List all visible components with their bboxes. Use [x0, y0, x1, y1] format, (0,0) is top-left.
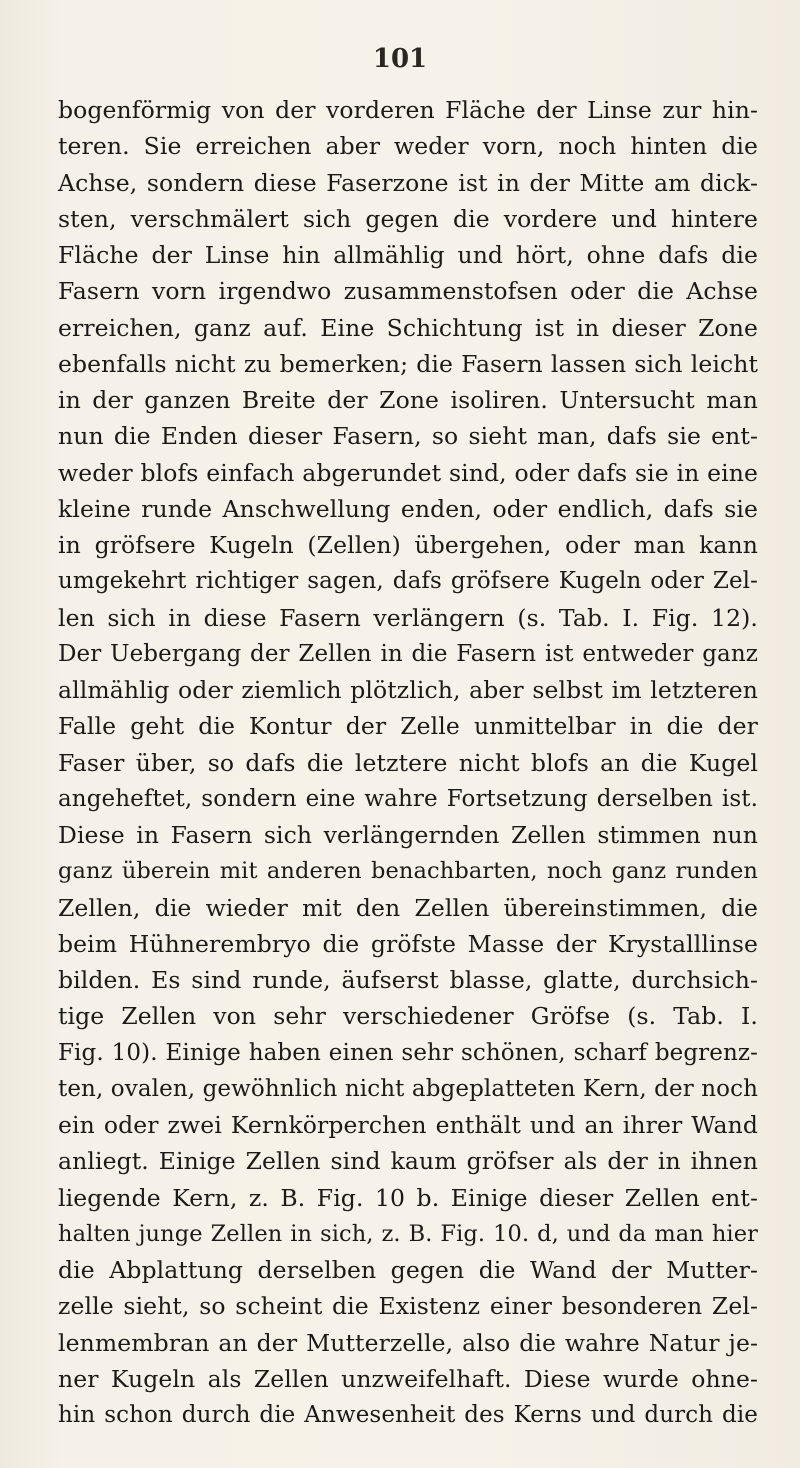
text-line: teren. Sie erreichen aber weder vorn, noch hinten die [58, 132, 758, 161]
text-line: allmählig oder ziemlich plötzlich, aber selbst im letzteren [58, 676, 758, 704]
text-line: lenmembran an der Mutterzelle, also die wahre Natur je- [58, 1328, 758, 1357]
text-line: zelle sieht, so scheint die Existenz einer besonderen Zel- [58, 1292, 758, 1321]
text-line: Fläche der Linse hin allmählig und hört, ohne dafs die [58, 241, 758, 269]
text-line: erreichen, ganz auf. Eine Schichtung ist in dieser Zone [58, 313, 758, 342]
text-line: bogenförmig von der vorderen Fläche der Linse zur hin- [58, 96, 758, 124]
text-line: angeheftet, sondern eine wahre Fortsetzung derselben ist. [58, 785, 758, 812]
text-line: anliegt. Einige Zellen sind kaum gröfser als der in ihnen [58, 1147, 758, 1176]
text-line: tige Zellen von sehr verschiedener Gröfse (s. Tab. I. [58, 1002, 758, 1031]
body-text [58, 92, 758, 1433]
text-line: bilden. Es sind runde, äufserst blasse, glatte, durchsich- [58, 966, 758, 994]
text-line: kleine runde Anschwellung enden, oder endlich, dafs sie [58, 494, 758, 523]
text-line: hin schon durch die Anwesenheit des Kerns und durch die [58, 1402, 758, 1428]
text-line: beim Hühnerembryo die gröfste Masse der Krystalllinse [58, 929, 758, 958]
text-line: weder blofs einfach abgerundet sind, oder dafs sie in eine [58, 458, 758, 487]
text-line: Zellen, die wieder mit den Zellen übereinstimmen, die [58, 893, 758, 922]
page-number: 101 [372, 44, 428, 74]
text-line: ten, ovalen, gewöhnlich nicht abgeplatteten Kern, der noch [58, 1075, 758, 1102]
text-line: nun die Enden dieser Fasern, so sieht man, dafs sie ent- [58, 422, 758, 451]
text-line: ganz überein mit anderen benachbarten, noch ganz runden [58, 858, 758, 885]
text-line: in gröfsere Kugeln (Zellen) übergehen, oder man kann [58, 531, 758, 559]
text-line: Achse, sondern diese Faserzone ist in der Mitte am dick- [58, 168, 758, 197]
text-line: die Abplattung derselben gegen die Wand der Mutter- [58, 1256, 758, 1284]
text-line: Falle geht die Kontur der Zelle unmittelbar in die der [58, 712, 758, 741]
text-line: umgekehrt richtiger sagen, dafs gröfsere Kugeln oder Zel- [58, 568, 758, 595]
text-line: Diese in Fasern sich verlängernden Zellen stimmen nun [58, 821, 758, 849]
text-line: ner Kugeln als Zellen unzweifelhaft. Diese wurde ohne- [58, 1364, 758, 1393]
text-line: in der ganzen Breite der Zone isoliren. Untersucht man [58, 386, 758, 414]
text-line: ein oder zwei Kernkörperchen enthält und an ihrer Wand [58, 1111, 758, 1139]
text-line: sten, verschmälert sich gegen die vordere und hintere [58, 204, 758, 233]
text-line: Fig. 10). Einige haben einen sehr schönen, scharf begrenz- [58, 1039, 758, 1066]
text-line: Faser über, so dafs die letztere nicht blofs an die Kugel [58, 748, 758, 777]
text-line: Fasern vorn irgendwo zusammenstofsen oder die Achse [58, 277, 758, 306]
text-line: Der Uebergang der Zellen in die Fasern ist entweder ganz [58, 640, 758, 667]
text-line: halten junge Zellen in sich, z. B. Fig. 10. d, und da man hier [58, 1220, 758, 1247]
text-line: liegende Kern, z. B. Fig. 10 b. Einige dieser Zellen ent- [58, 1183, 758, 1212]
text-line: len sich in diese Fasern verlängern (s. Tab. I. Fig. 12). [58, 603, 758, 632]
text-line: ebenfalls nicht zu bemerken; die Fasern lassen sich leicht [58, 349, 758, 378]
